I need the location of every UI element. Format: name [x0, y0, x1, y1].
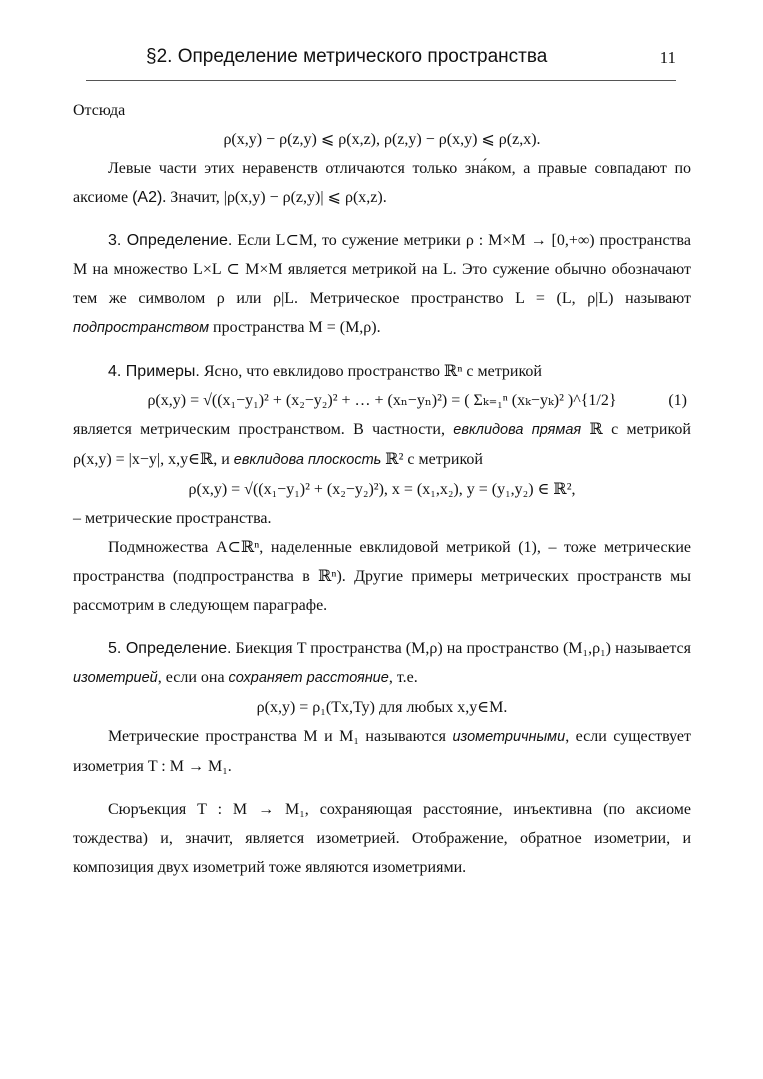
section-title: §2. Определение метрического пространства — [146, 46, 548, 67]
paragraph: Сюръекция T : M → M₁, сохраняющая расстояние, инъективна (по аксиоме тождества) и, значит, является изометрией. Отображение, обратное изометрии, и композиция двух изометрий тоже являются изометриями. — [73, 801, 691, 876]
paragraph: Левые части этих неравенств отличаются только зна́ком, а правые совпадают по аксиоме (A2). Значит, |ρ(x,y) − ρ(z,y)| ⩽ ρ(x,z). — [73, 160, 691, 206]
formula: ρ(x,y) = ρ₁(Tx,Ty) для любых x,y∈M. — [256, 699, 508, 716]
paragraph: – метрические пространства. — [73, 510, 272, 527]
examples-4: 4. Примеры. Ясно, что евклидово пространство ℝⁿ с метрикой — [108, 363, 542, 380]
paragraph: является метрическим пространством. В частности, евклидова прямая ℝ с метрикой ρ(x,y) = |x−y|, x,y∈ℝ, и евклидова плоскость ℝ² с метрикой — [73, 421, 691, 468]
formula-1: ρ(x,y) = √((x₁−y₁)² + (x₂−y₂)² + … + (xₙ−yₙ)²) = ( Σₖ₌₁ⁿ (xₖ−yₖ)² )^{1/2} (1) — [73, 386, 691, 415]
text-body — [73, 96, 691, 882]
formula: ρ(x,y) = √((x₁−y₁)² + (x₂−y₂)²), x = (x₁,x₂), y = (y₁,y₂) ∈ ℝ², — [188, 481, 576, 498]
definition-3: 3. Определение. Если L⊂M, то сужение метрики ρ : M×M → [0,+∞) пространства M на множество L×L ⊂ M×M является метрикой на L. Это сужение обычно обозначают тем же символом ρ или ρ|L. Метрическое пространство L = (L, ρ|L) называют подпространством пространства M = (M,ρ). — [73, 232, 692, 336]
running-header — [86, 38, 676, 81]
paragraph: Отсюда — [73, 102, 126, 119]
definition-5: 5. Определение. Биекция T пространства (M,ρ) на пространство (M₁,ρ₁) называется изометрией, если она сохраняет расстояние, т.е. — [73, 640, 691, 686]
paragraph: Метрические пространства M и M₁ называются изометричными, если существует изометрия T : M → M₁. — [73, 728, 691, 775]
page-number: 11 — [659, 48, 676, 67]
equation-number: (1) — [668, 392, 687, 409]
paragraph: Подмножества A⊂ℝⁿ, наделенные евклидовой метрикой (1), – тоже метрические пространства (подпространства в ℝⁿ). Другие примеры метрических пространств мы рассмотрим в следующем параграфе. — [73, 539, 691, 614]
formula: ρ(x,y) − ρ(z,y) ⩽ ρ(x,z), ρ(z,y) − ρ(x,y) ⩽ ρ(z,x). — [223, 131, 541, 148]
